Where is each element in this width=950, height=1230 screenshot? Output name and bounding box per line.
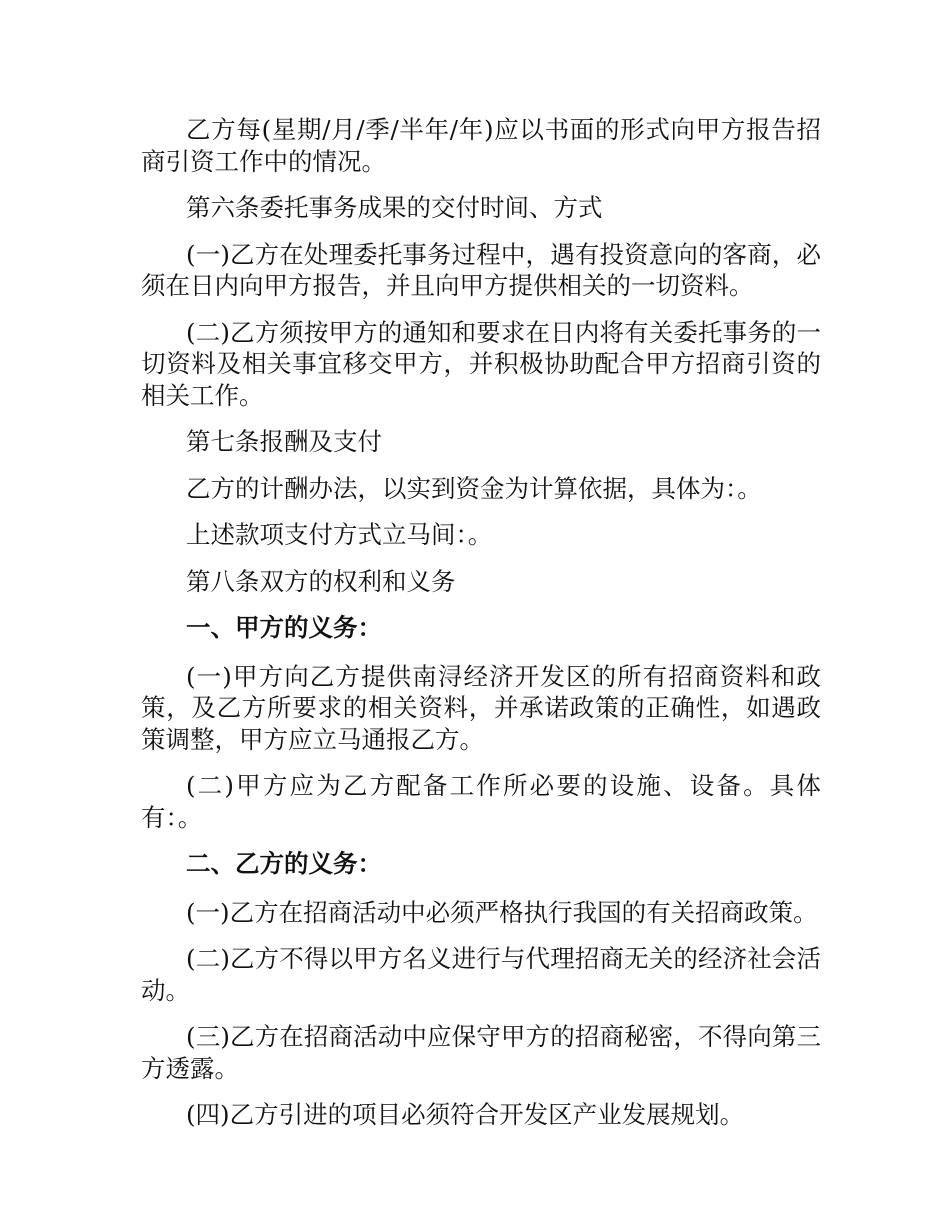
paragraph-party-b-item-3: (三)乙方在招商活动中应保守甲方的招商秘密，不得向第三方透露。 [141, 1022, 821, 1083]
paragraph-compensation-method: 乙方的计酬办法，以实到资金为计算依据，具体为：。 [186, 473, 762, 503]
paragraph-party-b-item-4: (四)乙方引进的项目必须符合开发区产业发展规划。 [186, 1100, 745, 1129]
paragraph-article-8-heading: 第八条双方的权利和义务 [186, 566, 456, 596]
paragraph-party-b-item-2: (二)乙方不得以甲方名义进行与代理招商无关的经济社会活动。 [141, 944, 821, 1005]
document-body [141, 114, 821, 1146]
paragraph-article-6-item-1: (一)乙方在处理委托事务过程中，遇有投资意向的客商，必须在日内向甲方报告，并且向甲方提供相关的一切资料。 [141, 239, 821, 300]
paragraph-report-frequency: 乙方每(星期/月/季/半年/年)应以书面的形式向甲方报告招商引资工作中的情况。 [141, 115, 821, 176]
section-heading-party-b-obligations: 二、乙方的义务： [186, 849, 382, 878]
paragraph-article-6-item-2: (二)乙方须按甲方的通知和要求在日内将有关委托事务的一切资料及相关事宜移交甲方，并积极协助配合甲方招商引资的相关工作。 [141, 317, 821, 410]
section-heading-party-a-obligations: 一、甲方的义务： [186, 613, 382, 642]
paragraph-party-b-item-1: (一)乙方在招商活动中必须严格执行我国的有关招商政策。 [186, 897, 818, 927]
paragraph-article-6-heading: 第六条委托事务成果的交付时间、方式 [186, 193, 603, 222]
paragraph-payment-method: 上述款项支付方式立马间：。 [186, 520, 493, 549]
paragraph-article-7-heading: 第七条报酬及支付 [186, 427, 382, 456]
paragraph-party-a-item-1: (一)甲方向乙方提供南浔经济开发区的所有招商资料和政策，及乙方所要求的相关资料，并承诺政策的正确性，如遇政策调整，甲方应立马通报乙方。 [141, 661, 821, 754]
paragraph-party-a-item-2: (二)甲方应为乙方配备工作所必要的设施、设备。具体有：。 [141, 771, 821, 832]
